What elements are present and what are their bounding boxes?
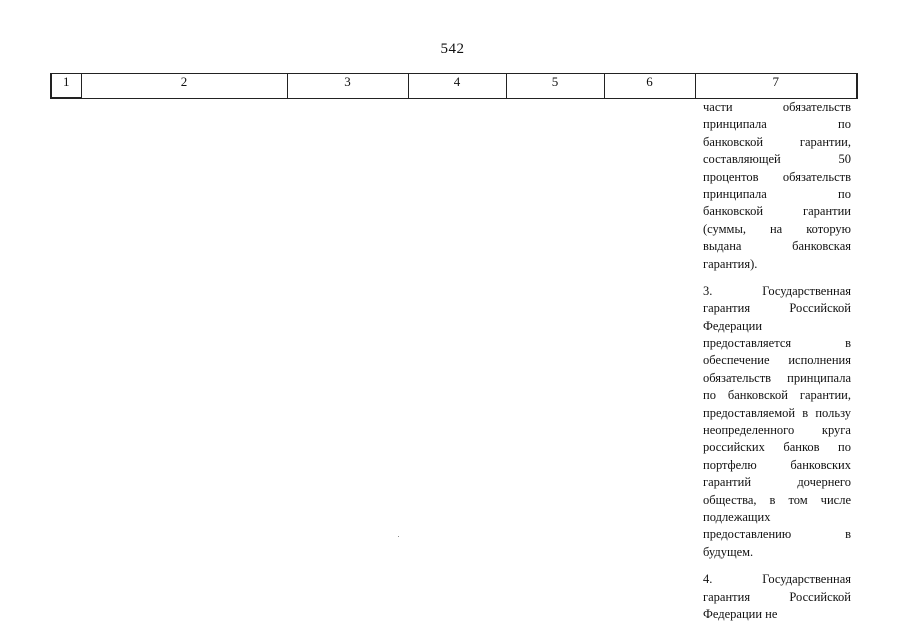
header-col-6: 6 [604,74,695,99]
text-line: предоставлению в [703,527,851,542]
text-line: гарантия Российской [703,589,851,604]
text-line: банковской гарантии, [703,134,851,149]
text-line: портфелю банковских [703,457,851,472]
page-number: 542 [440,41,465,57]
header-col-2: 2 [81,74,287,99]
text-line: предоставляется в [703,336,851,351]
text-line: по банковской гарантии, [703,388,851,403]
header-col-4: 4 [408,74,506,99]
text-line: будущем. [703,544,754,559]
text-line: Федерации не [703,606,778,621]
scan-speck [398,536,399,537]
column-number-header-table [50,73,858,99]
text-line: обеспечение исполнения [703,353,851,368]
column-7-paragraph [703,99,851,273]
text-line: обязательств принципала [703,370,851,385]
text-line: подлежащих [703,509,771,524]
text-line: неопределенного круга [703,423,851,438]
header-col-5: 5 [506,74,604,99]
text-line: гарантий дочернего [703,475,851,490]
text-line: принципала по [703,186,851,201]
text-line: процентов обязательств [703,169,851,184]
text-line: Федерации [703,318,763,333]
text-line: (суммы, на которую [703,221,851,236]
text-line: части обязательств [703,100,851,114]
text-line: банковской гарантии [703,204,851,219]
text-line: гарантия Российской [703,301,851,316]
text-line: принципала по [703,117,851,132]
header-col-1: 1 [51,74,81,99]
text-line: выдана банковская [703,239,851,254]
text-line: общества, в том числе [703,492,851,507]
text-line: российских банков по [703,440,851,455]
text-line: предоставляемой в пользу [703,405,851,420]
column-7-paragraph [703,283,851,561]
header-col-7: 7 [695,74,857,99]
column-7-paragraph [703,571,851,623]
header-col-3: 3 [287,74,408,99]
header-row [51,74,857,99]
text-line: гарантия). [703,256,758,271]
text-line: 3. Государственная [703,283,851,298]
text-line: 4. Государственная [703,572,851,587]
column-7-text [703,99,851,633]
text-line: составляющей 50 [703,152,851,167]
